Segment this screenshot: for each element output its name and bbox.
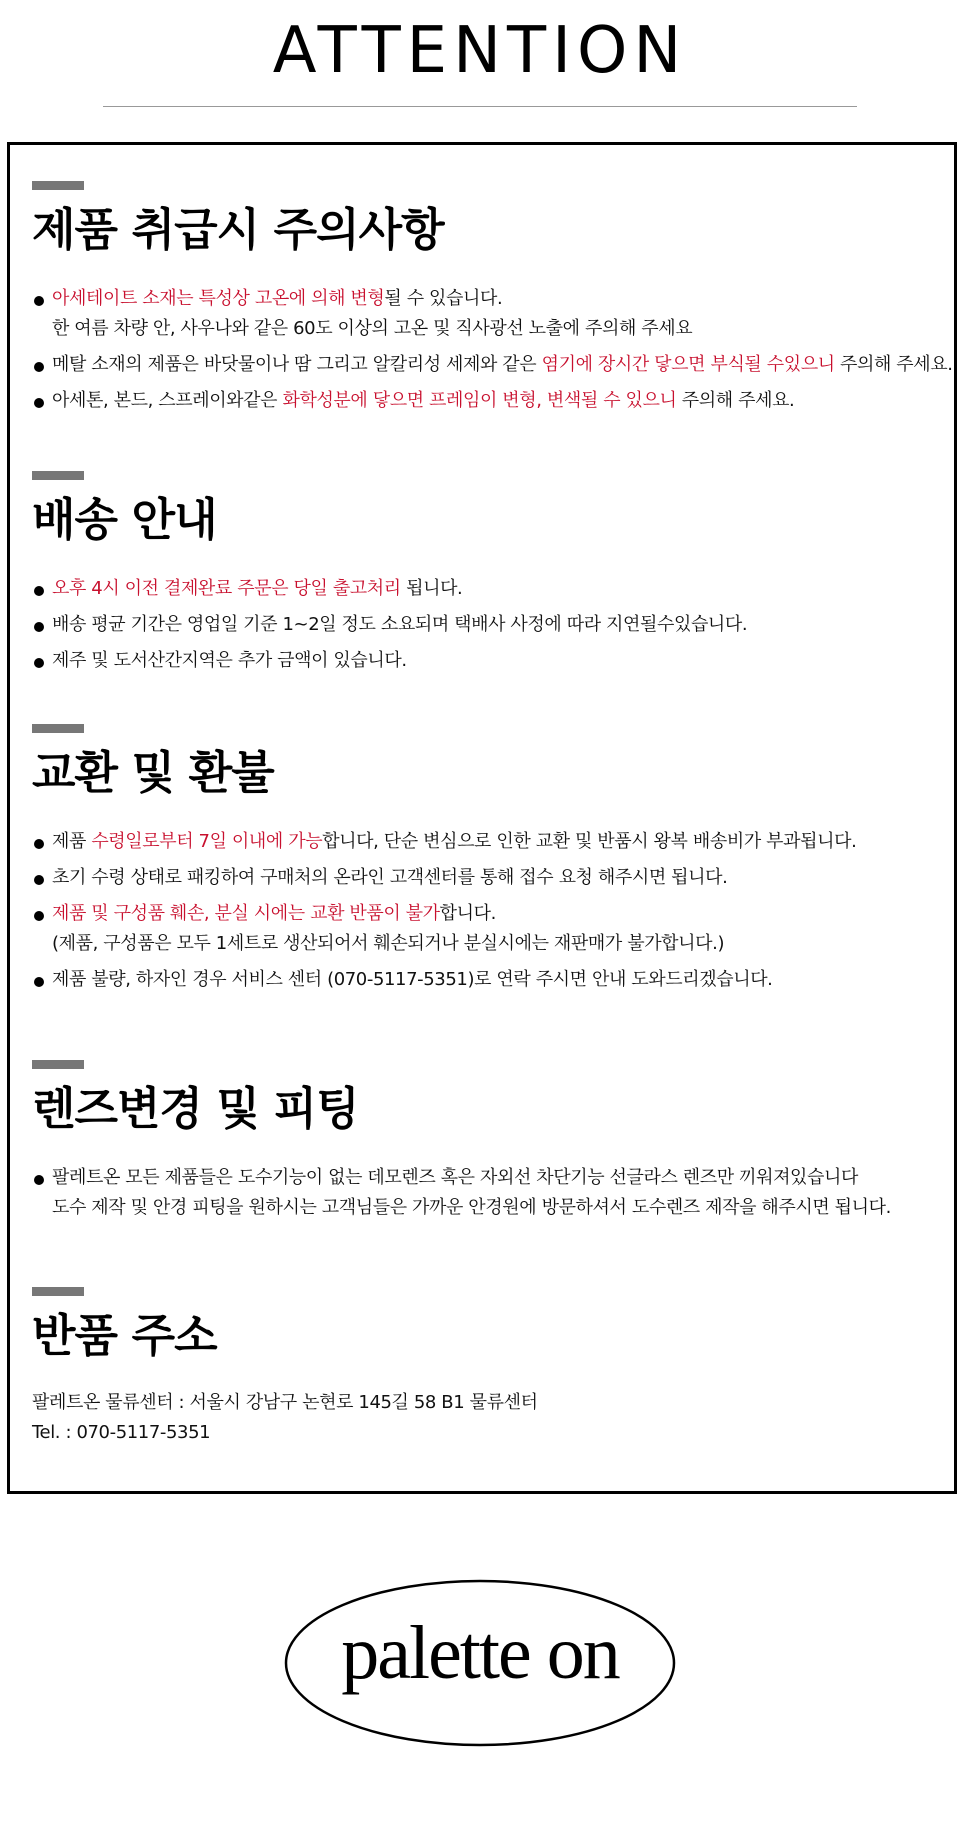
- section-marker: [32, 181, 84, 190]
- item-line: [52, 386, 942, 416]
- item-text: 합니다.: [439, 903, 496, 924]
- bullet-icon: [34, 977, 44, 987]
- item-line: [52, 350, 953, 380]
- section-marker: [32, 724, 84, 733]
- item-text: 제품 불량, 하자인 경우 서비스 센터 (070-5117-5351)로 연락 주시면 안내 도와드리겠습니다.: [52, 969, 773, 990]
- return-phone: Tel. : 070-5117-5351: [32, 1422, 211, 1443]
- list-item: [32, 827, 942, 857]
- item-line: [52, 284, 942, 314]
- list-item: [32, 284, 942, 344]
- bullet-icon: [34, 658, 44, 668]
- section-items: [32, 574, 942, 676]
- list-item: [32, 965, 942, 995]
- item-line: [52, 827, 942, 857]
- section-title: 반품 주소: [32, 1309, 217, 1362]
- highlight-text: 오후 4시 이전 결제완료 주문은 당일 출고처리: [52, 578, 401, 599]
- section-exchange-refund: [32, 724, 942, 1001]
- bullet-icon: [34, 622, 44, 632]
- header-divider: [103, 106, 857, 107]
- item-text: 합니다, 단순 변심으로 인한 교환 및 반품시 왕복 배송비가 부과됩니다.: [322, 831, 857, 852]
- section-items: [32, 284, 953, 416]
- highlight-text: 제품 및 구성품 훼손, 분실 시에는 교환 반품이 불가: [52, 903, 440, 924]
- address-block: [32, 1388, 942, 1448]
- item-text: 주의해 주세요.: [834, 354, 953, 375]
- item-line: [52, 863, 942, 893]
- notice-box: [7, 142, 957, 1494]
- section-title: 교환 및 환불: [32, 746, 274, 799]
- logo-oval: [283, 1578, 677, 1748]
- brand-logo: [283, 1578, 677, 1748]
- item-text: 주의해 주세요.: [676, 390, 795, 411]
- page-header: [0, 0, 960, 120]
- item-line: [52, 1193, 942, 1223]
- bullet-icon: [34, 839, 44, 849]
- section-marker: [32, 1287, 84, 1296]
- section-lens-fitting: [32, 1060, 942, 1229]
- section-return-address: [32, 1287, 942, 1448]
- list-item: [32, 1163, 942, 1223]
- item-line: [52, 929, 942, 959]
- item-text: 제품: [52, 831, 92, 852]
- section-title: 제품 취급시 주의사항: [32, 203, 444, 256]
- bullet-icon: [34, 398, 44, 408]
- list-item: [32, 646, 942, 676]
- section-title: 렌즈변경 및 피팅: [32, 1082, 359, 1135]
- section-items: [32, 827, 942, 995]
- item-line: [52, 314, 942, 344]
- bullet-icon: [34, 911, 44, 921]
- item-line: [52, 1163, 942, 1193]
- item-text: 배송 평균 기간은 영업일 기준 1~2일 정도 소요되며 택배사 사정에 따라 지연될수있습니다.: [52, 614, 748, 635]
- page-title: ATTENTION: [272, 14, 688, 88]
- item-line: [52, 610, 942, 640]
- item-text: 될 수 있습니다.: [384, 288, 503, 309]
- highlight-text: 아세테이트 소재는 특성상 고온에 의해 변형: [52, 288, 385, 309]
- section-items: [32, 1163, 942, 1223]
- item-text: 도수 제작 및 안경 피팅을 원하시는 고객님들은 가까운 안경원에 방문하셔서 도수렌즈 제작을 해주시면 됩니다.: [52, 1197, 891, 1218]
- list-item: [32, 863, 942, 893]
- item-text: 됩니다.: [400, 578, 463, 599]
- item-line: [52, 646, 942, 676]
- item-text: (제품, 구성품은 모두 1세트로 생산되어서 훼손되거나 분실시에는 재판매가 불가합니다.): [52, 933, 725, 954]
- return-address: 팔레트온 물류센터 : 서울시 강남구 논현로 145길 58 B1 물류센터: [32, 1392, 538, 1413]
- item-line: [52, 965, 942, 995]
- item-text: 초기 수령 상태로 패킹하여 구매처의 온라인 고객센터를 통해 접수 요청 해주시면 됩니다.: [52, 867, 728, 888]
- bullet-icon: [34, 296, 44, 306]
- list-item: [32, 574, 942, 604]
- list-item: [32, 350, 953, 380]
- item-line: [52, 899, 942, 929]
- item-line: [52, 574, 942, 604]
- item-text: 한 여름 차량 안, 사우나와 같은 60도 이상의 고온 및 직사광선 노출에 주의해 주세요: [52, 318, 693, 339]
- bullet-icon: [34, 875, 44, 885]
- item-text: 팔레트온 모든 제품들은 도수기능이 없는 데모렌즈 혹은 자외선 차단기능 선글라스 렌즈만 끼워져있습니다: [52, 1167, 859, 1188]
- section-marker: [32, 1060, 84, 1069]
- list-item: [32, 386, 942, 416]
- item-text: 제주 및 도서산간지역은 추가 금액이 있습니다.: [52, 650, 407, 671]
- list-item: [32, 610, 942, 640]
- item-text: 아세톤, 본드, 스프레이와같은: [52, 390, 283, 411]
- bullet-icon: [34, 1175, 44, 1185]
- highlight-text: 수령일로부터 7일 이내에 가능: [91, 831, 323, 852]
- bullet-icon: [34, 362, 44, 372]
- list-item: [32, 899, 942, 959]
- section-shipping: [32, 471, 942, 682]
- section-handling: [32, 181, 953, 422]
- bullet-icon: [34, 586, 44, 596]
- highlight-text: 염기에 장시간 닿으면 부식될 수있으니: [541, 354, 835, 375]
- highlight-text: 화학성분에 닿으면 프레임이 변형, 변색될 수 있으니: [282, 390, 677, 411]
- section-title: 배송 안내: [32, 493, 217, 546]
- logo-text: palette on: [341, 1611, 619, 1695]
- section-marker: [32, 471, 84, 480]
- item-text: 메탈 소재의 제품은 바닷물이나 땀 그리고 알칼리성 세제와 같은: [52, 354, 542, 375]
